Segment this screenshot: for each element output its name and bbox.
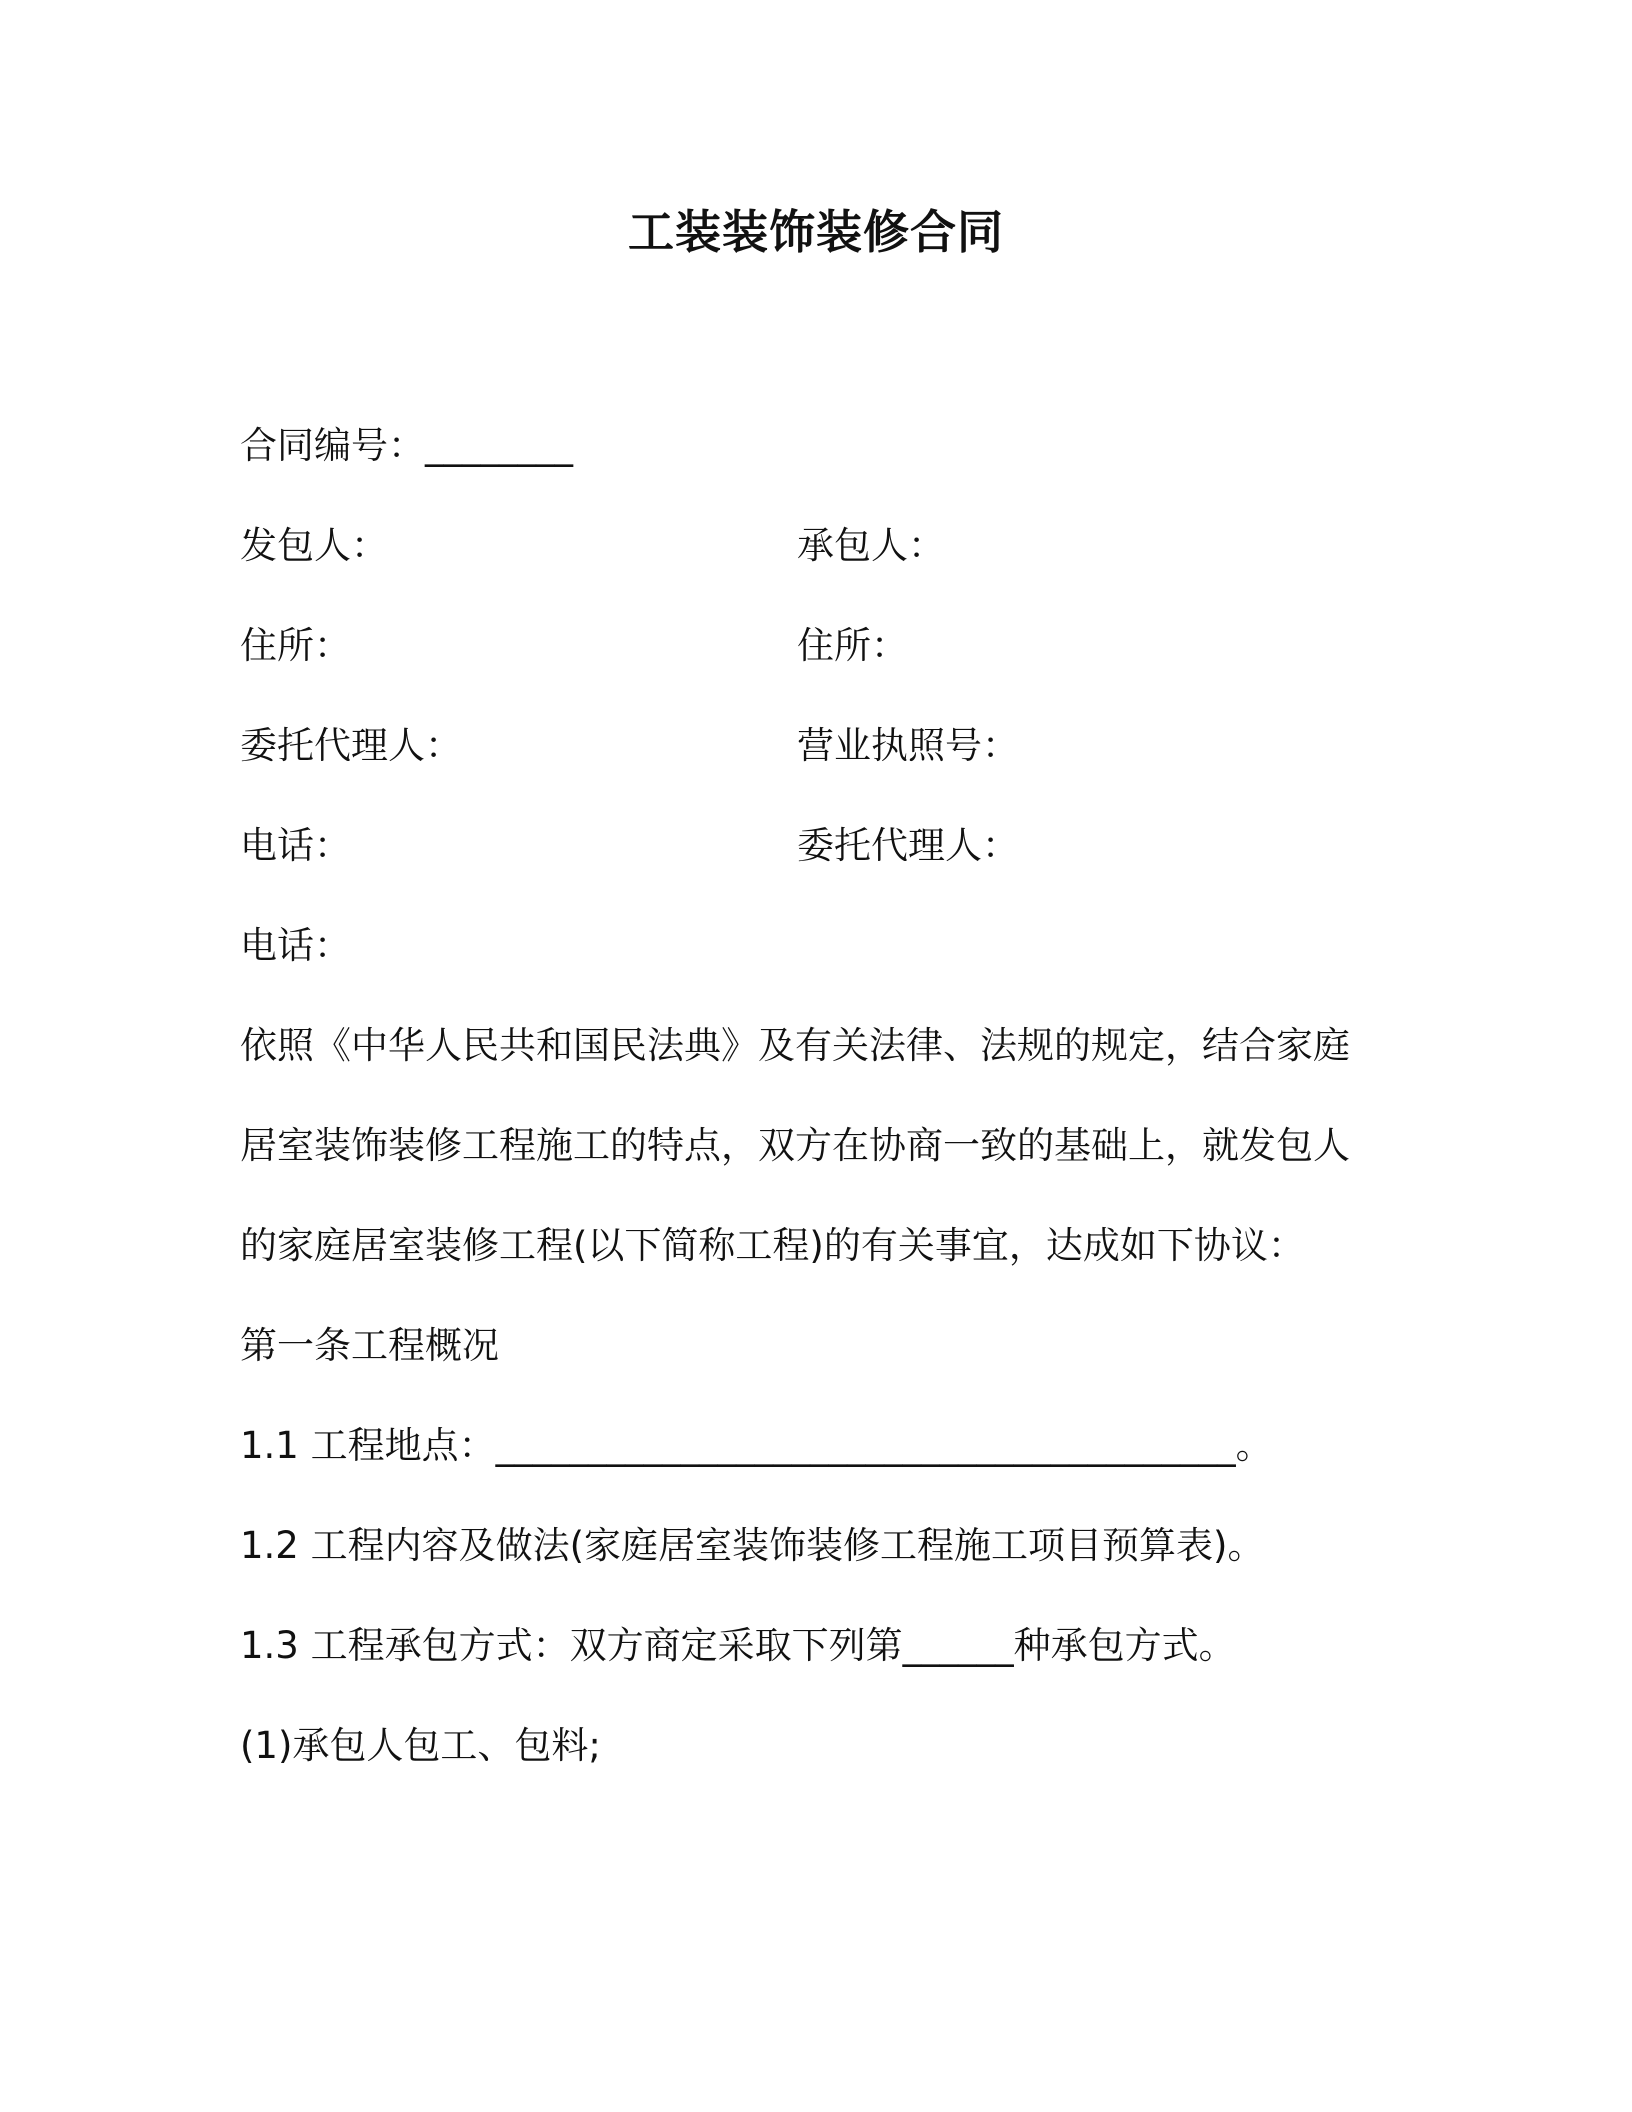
contractor-agent-label: 委托代理人： xyxy=(797,824,1019,867)
intro-line-2: 居室装饰装修工程施工的特点，双方在协商一致的基础上，就发包人 xyxy=(240,1124,1350,1167)
clause-1-3: 1.3 工程承包方式：双方商定采取下列第______种承包方式。 xyxy=(240,1624,1236,1667)
article-1-heading: 第一条工程概况 xyxy=(240,1324,499,1367)
employer-label: 发包人： xyxy=(240,524,388,567)
employer-phone-label: 电话： xyxy=(240,824,351,867)
business-license-label: 营业执照号： xyxy=(797,724,1019,767)
employer-address-label: 住所： xyxy=(240,624,351,667)
option-1: (1)承包人包工、包料; xyxy=(240,1724,601,1767)
intro-line-1: 依照《中华人民共和国民法典》及有关法律、法规的规定，结合家庭 xyxy=(240,1024,1350,1067)
clause-1-1: 1.1 工程地点：________________________________________。 xyxy=(240,1424,1273,1467)
employer-agent-label: 委托代理人： xyxy=(240,724,462,767)
contractor-address-label: 住所： xyxy=(797,624,908,667)
intro-line-3: 的家庭居室装修工程(以下简称工程)的有关事宜，达成如下协议： xyxy=(240,1224,1305,1267)
document-title: 工装装饰装修合同 xyxy=(628,205,1004,259)
contractor-label: 承包人： xyxy=(797,524,945,567)
contract-number: 合同编号：________ xyxy=(240,424,573,467)
contractor-phone-label: 电话： xyxy=(240,924,351,967)
clause-1-2: 1.2 工程内容及做法(家庭居室装饰装修工程施工项目预算表)。 xyxy=(240,1524,1265,1567)
